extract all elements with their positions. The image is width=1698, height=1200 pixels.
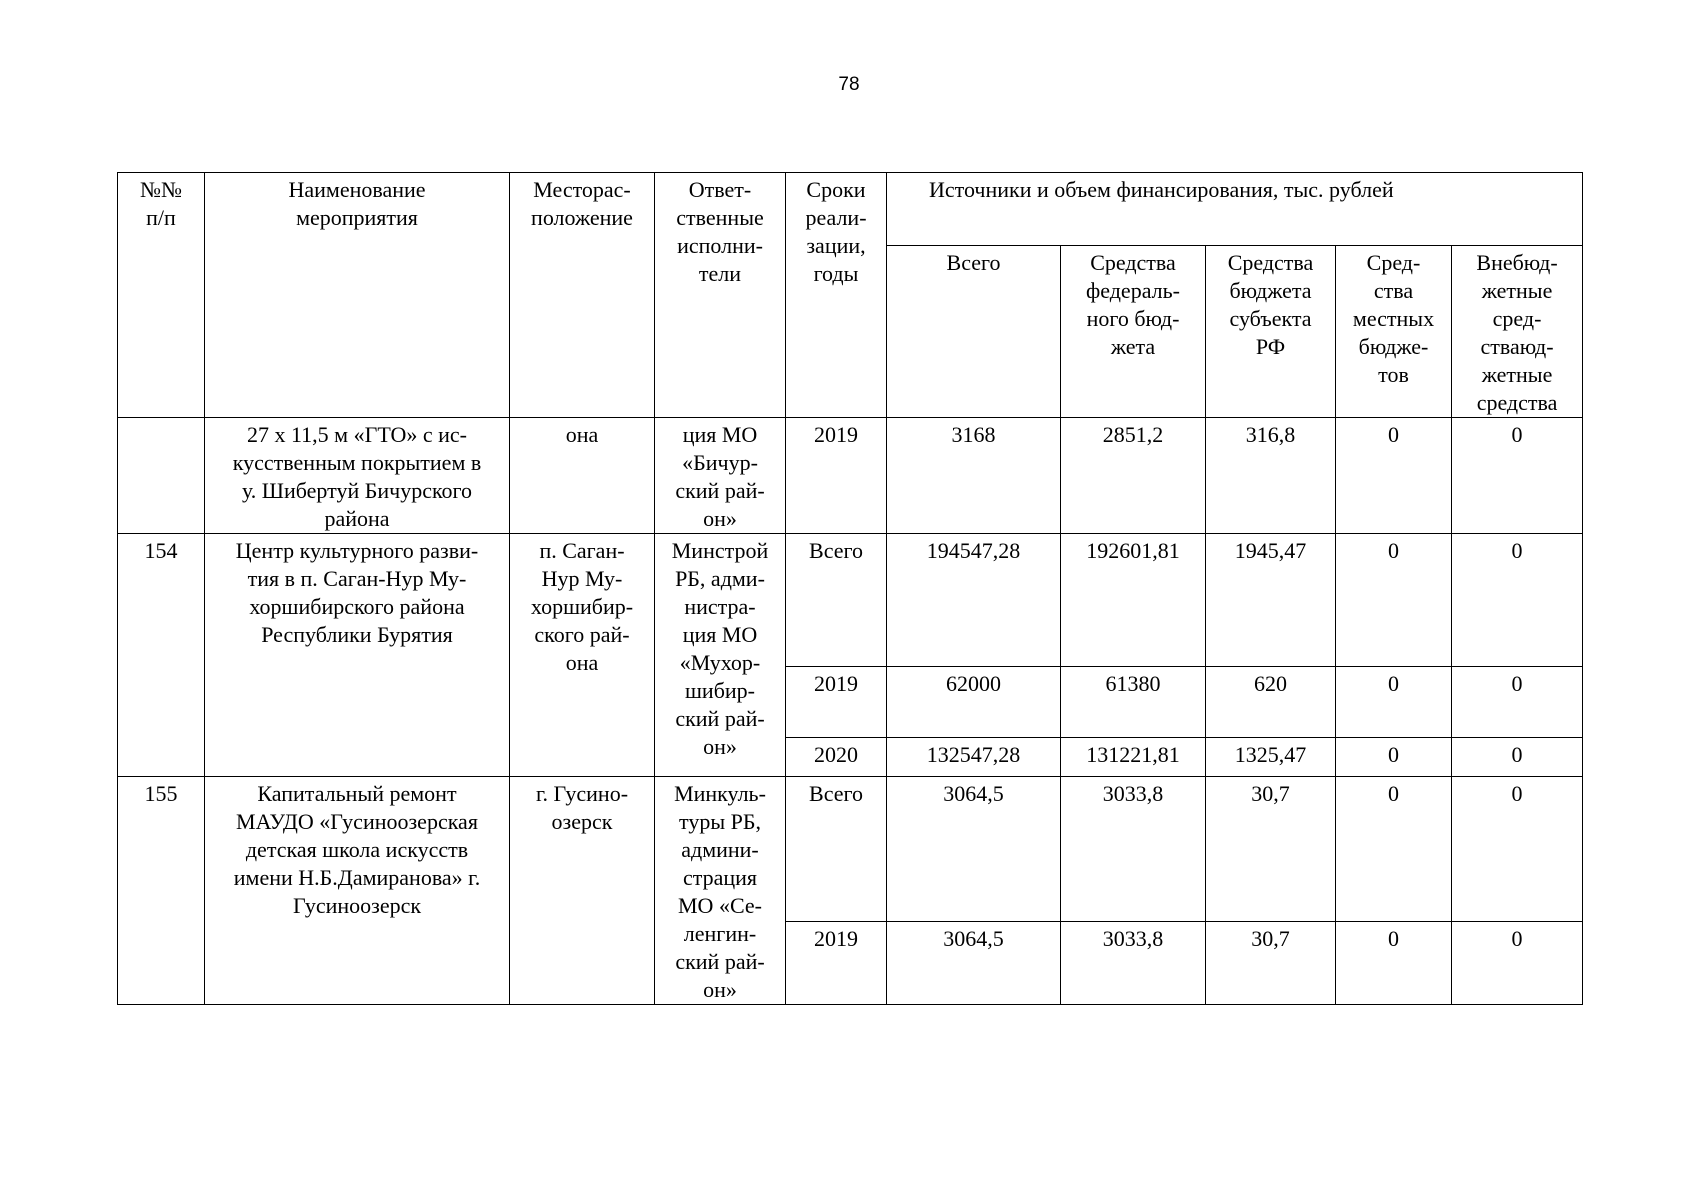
cell-name: Капитальный ремонт МАУДО «Гусиноозерская детская школа искусств имени Н.Б.Дамиранова» г. Гусиноозерск [205, 777, 510, 1005]
table-row [118, 418, 1583, 534]
cell-period: Всего [786, 777, 887, 922]
cell-local: 0 [1336, 534, 1452, 667]
cell-local: 0 [1336, 667, 1452, 738]
cell-location: г. Гусино- озерск [510, 777, 655, 1005]
cell-regional: 1945,47 [1206, 534, 1336, 667]
table-row [118, 777, 1583, 922]
header-regional: Средства бюджета субъекта РФ [1206, 246, 1336, 418]
cell-federal: 131221,81 [1061, 738, 1206, 777]
cell-regional: 620 [1206, 667, 1336, 738]
cell-federal: 2851,2 [1061, 418, 1206, 534]
cell-name: 27 х 11,5 м «ГТО» с ис- кусственным покрытием в у. Шибертуй Бичурского района [205, 418, 510, 534]
cell-period: Всего [786, 534, 887, 667]
cell-name: Центр культурного разви- тия в п. Саган-Нур Му- хоршибирского района Республики Бурятия [205, 534, 510, 777]
cell-local: 0 [1336, 777, 1452, 922]
cell-extra: 0 [1452, 667, 1583, 738]
cell-regional: 30,7 [1206, 777, 1336, 922]
page-number: 78 [838, 74, 860, 95]
cell-total: 3064,5 [887, 777, 1061, 922]
header-period: Сроки реали- зации, годы [786, 173, 887, 418]
cell-federal: 3033,8 [1061, 922, 1206, 1005]
financing-table [117, 172, 1583, 1005]
cell-period: 2019 [786, 667, 887, 738]
cell-federal: 3033,8 [1061, 777, 1206, 922]
cell-total: 194547,28 [887, 534, 1061, 667]
header-funding: Источники и объем финансирования, тыс. рублей [887, 173, 1583, 246]
cell-num [118, 418, 205, 534]
cell-responsible: Минкуль- туры РБ, админи- страция МО «Се- ленгин- ский рай- он» [655, 777, 786, 1005]
cell-extra: 0 [1452, 418, 1583, 534]
cell-responsible: Минстрой РБ, адми- нистра- ция МО «Мухор- шибир- ский рай- он» [655, 534, 786, 777]
cell-regional: 316,8 [1206, 418, 1336, 534]
cell-local: 0 [1336, 922, 1452, 1005]
cell-responsible: ция МО «Бичур- ский рай- он» [655, 418, 786, 534]
cell-regional: 1325,47 [1206, 738, 1336, 777]
cell-location: п. Саган- Нур Му- хоршибир- ского рай- она [510, 534, 655, 777]
cell-num: 154 [118, 534, 205, 777]
header-location: Месторас- положение [510, 173, 655, 418]
header-num: №№ п/п [118, 173, 205, 418]
cell-federal: 192601,81 [1061, 534, 1206, 667]
cell-location: она [510, 418, 655, 534]
cell-total: 3168 [887, 418, 1061, 534]
cell-extra: 0 [1452, 534, 1583, 667]
cell-regional: 30,7 [1206, 922, 1336, 1005]
header-name: Наименование мероприятия [205, 173, 510, 418]
header-row [118, 173, 1583, 246]
cell-extra: 0 [1452, 777, 1583, 922]
table-row [118, 534, 1583, 667]
header-extra: Внебюд- жетные сред- стваюд- жетные средства [1452, 246, 1583, 418]
header-local: Сред- ства местных бюдже- тов [1336, 246, 1452, 418]
header-total: Всего [887, 246, 1061, 418]
cell-total: 3064,5 [887, 922, 1061, 1005]
cell-local: 0 [1336, 418, 1452, 534]
financing-table-container [117, 172, 1583, 1005]
cell-period: 2019 [786, 922, 887, 1005]
cell-extra: 0 [1452, 922, 1583, 1005]
cell-num: 155 [118, 777, 205, 1005]
cell-total: 62000 [887, 667, 1061, 738]
cell-federal: 61380 [1061, 667, 1206, 738]
cell-period: 2019 [786, 418, 887, 534]
cell-extra: 0 [1452, 738, 1583, 777]
cell-total: 132547,28 [887, 738, 1061, 777]
cell-period: 2020 [786, 738, 887, 777]
header-federal: Средства федераль- ного бюд- жета [1061, 246, 1206, 418]
header-responsible: Ответ- ственные исполни- тели [655, 173, 786, 418]
cell-local: 0 [1336, 738, 1452, 777]
